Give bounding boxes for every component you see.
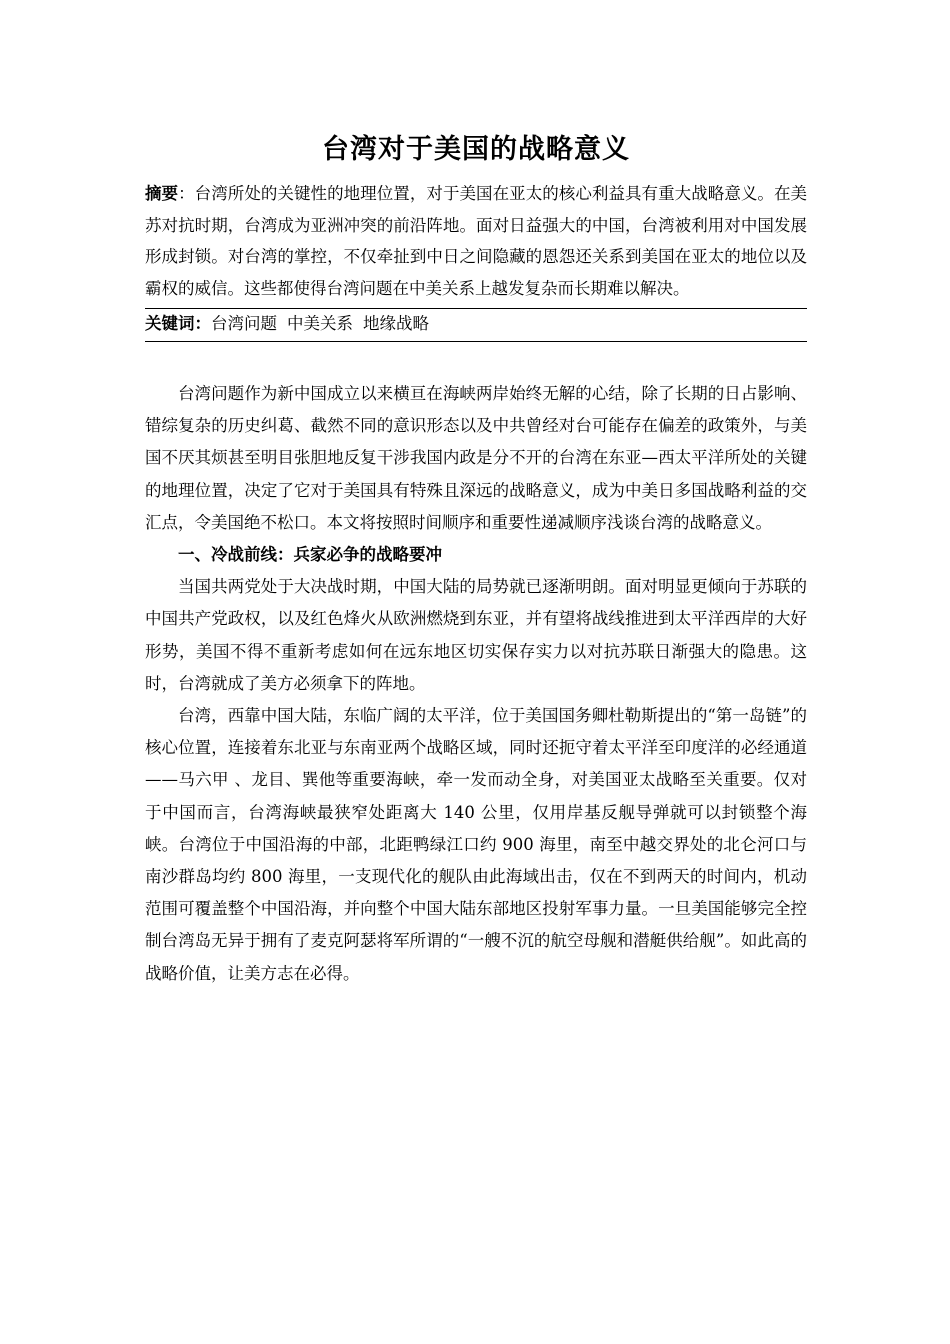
body-paragraph: 台湾，西靠中国大陆，东临广阔的太平洋，位于美国国务卿杜勒斯提出的“第一岛链”的核心位置，连接着东北亚与东南亚两个战略区域，同时还扼守着太平洋至印度洋的必经通道——马六甲 、龙目、巽他等重要海峡，牵一发而动全身，对美国亚太战略至关重要。仅对于中国而言，台湾海峡最狭窄处距离大 140 公里，仅用岸基反舰导弹就可以封锁整个海峡。台湾位于中国沿海的中部，北距鸭绿江口约 900 海里，南至中越交界处的北仑河口与南沙群岛均约 800 海里，一支现代化的舰队由此海域出击，仅在不到两天的时间内，机动范围可覆盖整个中国沿海，并向整个中国大陆东部地区投射军事力量。一旦美国能够完全控制台湾岛无异于拥有了麦克阿瑟将军所谓的“一艘不沉的航空母舰和潜艇供给舰”。如此高的战略价值，让美方志在必得。 <box>145 706 807 983</box>
abstract-text: 台湾所处的关键性的地理位置，对于美国在亚太的核心利益具有重大战略意义。在美苏对抗时期，台湾成为亚洲冲突的前沿阵地。面对日益强大的中国，台湾被利用对中国发展形成封锁。对台湾的掌控，不仅牵扯到中日之间隐藏的恩怨还关系到美国在亚太的地位以及霸权的威信。这些都使得台湾问题在中美关系上越发复杂而长期难以解决。 <box>145 184 808 298</box>
abstract-separator: ： <box>178 184 195 203</box>
page-title: 台湾对于美国的战略意义 <box>322 134 630 165</box>
section-heading: 一、冷战前线：兵家必争的战略要冲 <box>178 545 442 565</box>
intro-paragraph: 台湾问题作为新中国成立以来横亘在海峡两岸始终无解的心结，除了长期的日占影响、错综复杂的历史纠葛、截然不同的意识形态以及中共曾经对台可能存在偏差的政策外，与美国不厌其烦甚至明目张胆地反复干涉我国内政是分不开的台湾在东亚—西太平洋所处的关键的地理位置，决定了它对于美国具有特殊且深远的战略意义，成为中美日多国战略利益的交汇点，令美国绝不松口。本文将按照时间顺序和重要性递减顺序浅谈台湾的战略意义。 <box>145 384 807 532</box>
keyword-item: 台湾问题 <box>211 314 277 333</box>
body-text <box>145 378 807 990</box>
keyword-item: 中美关系 <box>287 314 353 333</box>
abstract <box>145 178 807 309</box>
body-paragraph: 当国共两党处于大决战时期，中国大陆的局势就已逐渐明朗。面对明显更倾向于苏联的中国共产党政权，以及红色烽火从欧洲燃烧到东亚，并有望将战线推进到太平洋西岸的大好形势，美国不得不重新考虑如何在远东地区切实保存实力以对抗苏联日渐强大的隐患。这时，台湾就成了美方必须拿下的阵地。 <box>145 577 807 693</box>
keywords-separator: ： <box>194 314 211 333</box>
abstract-block <box>145 178 807 342</box>
keywords-label: 关键词 <box>145 314 195 333</box>
keywords <box>145 309 807 339</box>
document-page <box>145 130 807 990</box>
keyword-item: 地缘战略 <box>363 314 429 333</box>
abstract-label: 摘要 <box>145 184 179 203</box>
